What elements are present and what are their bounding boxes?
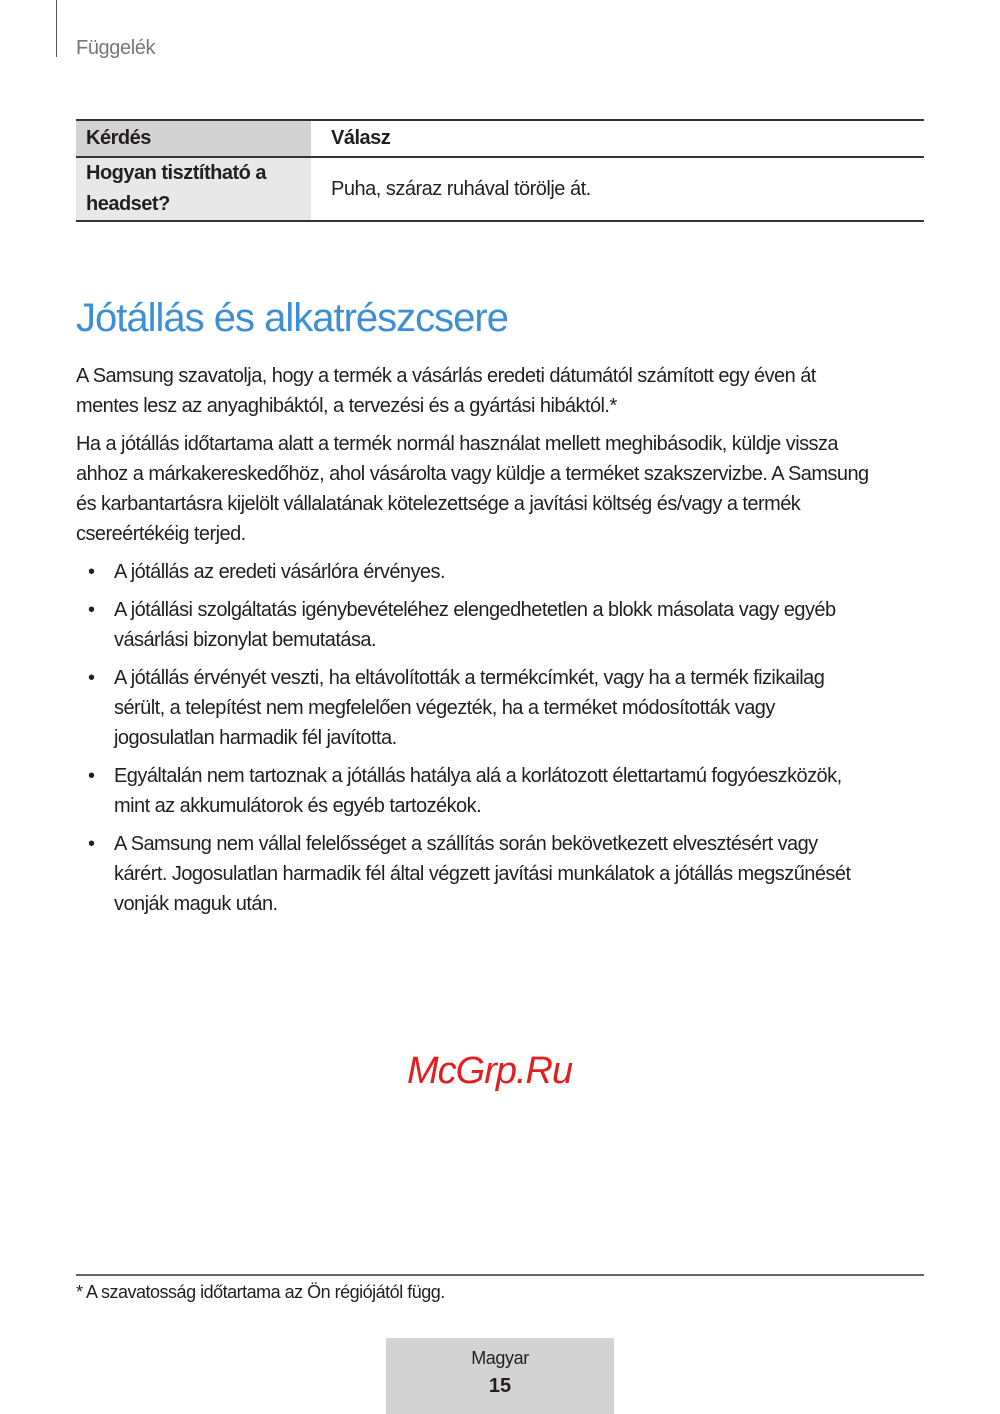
page-title: Jótállás és alkatrészcsere — [76, 296, 508, 340]
text-line: jogosulatlan harmadik fél javította. — [114, 727, 397, 749]
text-line: Egyáltalán nem tartoznak a jótállás hatálya alá a korlátozott élettartamú fogyóeszközök, — [114, 765, 842, 787]
watermark: McGrp.Ru — [407, 1050, 573, 1092]
text-line: és karbantartásra kijelölt vállalatának kötelezettsége a javítási költség és/vagy a termék — [76, 493, 801, 515]
text-line: A Samsung szavatolja, hogy a termék a vásárlás eredeti dátumától számított egy éven át — [76, 365, 816, 387]
footnote-divider — [76, 1274, 924, 1276]
paragraph — [76, 361, 936, 421]
column-header-answer: Válasz — [331, 127, 391, 149]
bullet-list — [76, 557, 936, 919]
faq-table — [76, 119, 924, 222]
footnote: * A szavatosság időtartama az Ön régiójától függ. — [76, 1282, 445, 1302]
section-header: Függelék — [76, 37, 156, 59]
column-header-question: Kérdés — [76, 120, 311, 157]
list-item — [76, 663, 936, 753]
text-line: A Samsung nem vállal felelősséget a szállítás során bekövetkezett elvesztésért vagy — [114, 833, 818, 855]
text-line: mint az akkumulátorok és egyéb tartozékok. — [114, 795, 482, 817]
answer-cell: Puha, száraz ruhával törölje át. — [331, 177, 591, 200]
text-line: vonják maguk után. — [114, 893, 278, 915]
text-line: Ha a jótállás időtartama alatt a termék normál használat mellett meghibásodik, küldje vissza — [76, 433, 839, 455]
list-item — [76, 829, 936, 919]
bullet-icon: • — [88, 765, 95, 787]
page-footer — [386, 1338, 614, 1414]
body-text — [76, 361, 936, 927]
margin-rule — [56, 0, 57, 57]
text-line: A jótállás az eredeti vásárlóra érvényes. — [114, 561, 445, 583]
text-line: sérült, a telepítést nem megfelelően végezték, ha a terméket módosították vagy — [114, 697, 775, 719]
question-cell — [76, 157, 311, 221]
text-line: A jótállási szolgáltatás igénybevételéhez elengedhetetlen a blokk másolata vagy egyéb — [114, 599, 836, 621]
bullet-icon: • — [88, 561, 95, 583]
text-line: kárért. Jogosulatlan harmadik fél által végzett javítási munkálatok a jótállás megszűnését — [114, 863, 851, 885]
bullet-icon: • — [88, 599, 95, 621]
text-line: ahhoz a márkakereskedőhöz, ahol vásárolta vagy küldje a terméket szakszervizbe. A Samsung — [76, 463, 869, 485]
table-header-row — [76, 120, 924, 157]
question-line: headset? — [86, 193, 170, 215]
bullet-icon: • — [88, 667, 95, 689]
language-label: Magyar — [471, 1348, 529, 1368]
list-item — [76, 595, 936, 655]
bullet-icon: • — [88, 833, 95, 855]
text-line: csereértékéig terjed. — [76, 523, 246, 545]
list-item — [76, 557, 936, 587]
text-line: A jótállás érvényét veszti, ha eltávolították a termékcímkét, vagy ha a termék fizikailag — [114, 667, 825, 689]
text-line: vásárlási bizonylat bemutatása. — [114, 629, 376, 651]
paragraph — [76, 429, 936, 549]
table-row — [76, 157, 924, 221]
text-line: mentes lesz az anyaghibáktól, a tervezési és a gyártási hibáktól.* — [76, 395, 617, 417]
page-number: 15 — [488, 1375, 512, 1397]
list-item — [76, 761, 936, 821]
question-line: Hogyan tisztítható a — [86, 162, 267, 184]
